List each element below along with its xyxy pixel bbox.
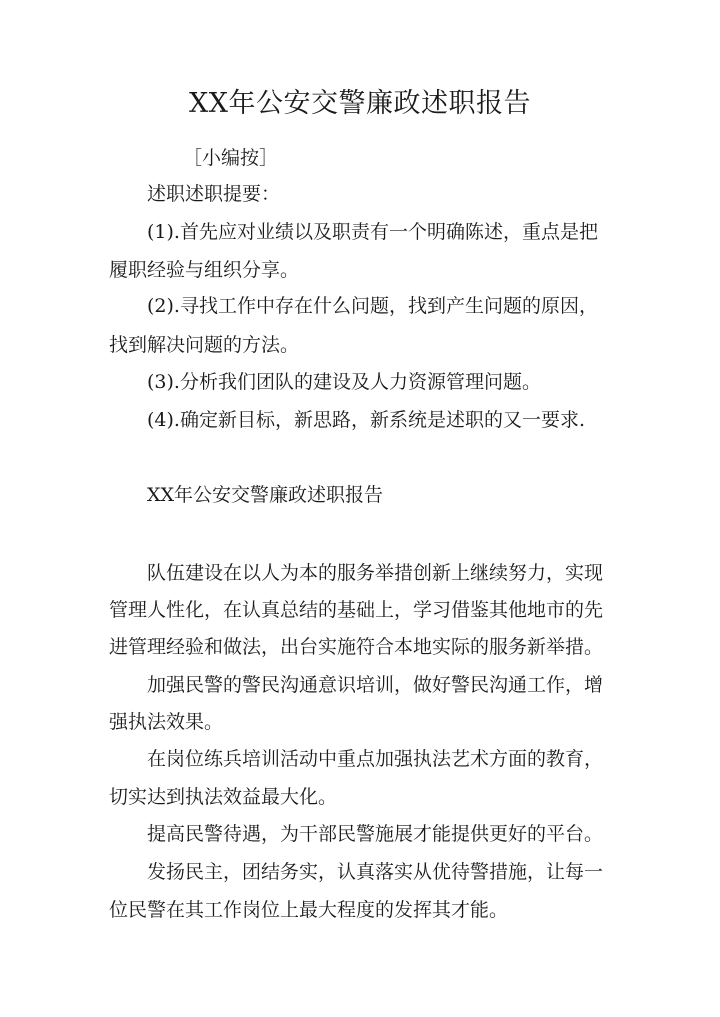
paragraph-2-line-1: 加强民警的警民沟通意识培训，做好警民沟通工作，增 xyxy=(147,674,604,696)
point-2-line-2: 找到解决问题的方法。 xyxy=(109,334,300,356)
point-2-line-1: (2).寻找工作中存在什么问题，找到产生问题的原因， xyxy=(147,295,598,317)
paragraph-1-line-2: 管理人性化，在认真总结的基础上，学习借鉴其他地市的先 xyxy=(109,599,604,621)
paragraph-5-line-2: 位民警在其工作岗位上最大程度的发挥其才能。 xyxy=(109,899,509,921)
paragraph-1-line-3: 进管理经验和做法，出台实施符合本地实际的服务新举措。 xyxy=(109,636,604,658)
document-title: XX年公安交警廉政述职报告 xyxy=(189,88,531,119)
summary-heading: 述职述职提要： xyxy=(147,183,281,205)
point-1-line-2: 履职经验与组织分享。 xyxy=(109,259,300,281)
section-subtitle: XX年公安交警廉政述职报告 xyxy=(147,484,384,506)
paragraph-5-line-1: 发扬民主，团结务实，认真落实从优待警措施，让每一 xyxy=(147,861,604,883)
point-3-line-1: (3).分析我们团队的建设及人力资源管理问题。 xyxy=(147,371,541,393)
paragraph-3-line-2: 切实达到执法效益最大化。 xyxy=(109,786,338,808)
paragraph-3-line-1: 在岗位练兵培训活动中重点加强执法艺术方面的教育， xyxy=(147,748,604,770)
editor-note: ［小编按］ xyxy=(183,147,279,169)
point-1-line-1: (1).首先应对业绩以及职责有一个明确陈述，重点是把 xyxy=(147,221,598,243)
paragraph-2-line-2: 强执法效果。 xyxy=(109,711,224,733)
paragraph-1-line-1: 队伍建设在以人为本的服务举措创新上继续努力，实现 xyxy=(147,562,604,584)
point-4-line-1: (4).确定新目标，新思路，新系统是述职的又一要求. xyxy=(147,409,585,431)
paragraph-4-line-1: 提高民警待遇，为干部民警施展才能提供更好的平台。 xyxy=(147,823,604,845)
